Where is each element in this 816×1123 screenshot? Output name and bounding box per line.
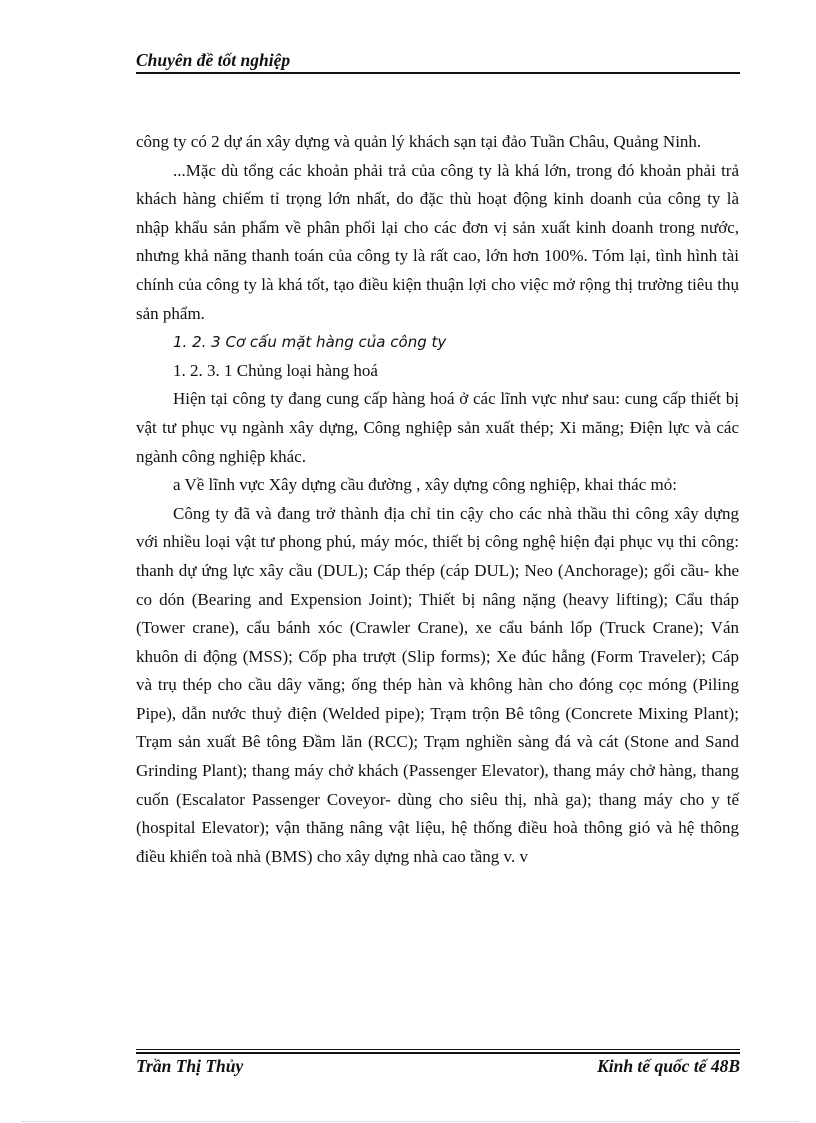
header-rule [136,72,740,74]
paragraph-construction-products: Công ty đã và đang trở thành địa chỉ tin cậy cho các nhà thầu thi công xây dựng với nhiều loại vật tư phong phú, máy móc, thiết bị công nghệ hiện đại phục vụ thi công: thanh dự ứng lực xây cầu (DUL); Cáp thép (cáp DUL); Neo (Anchorage); gối cầu- khe co dón (Bearing and Expension Joint); Thiết bị nâng nặng (heavy lifting); Cẩu tháp (Tower crane), cẩu bánh xóc (Crawler Crane), xe cẩu bánh lốp (Truck Crane); Ván khuôn di động (MSS); Cốp pha trượt (Slip forms); Xe đúc hẫng (Form Traveler); Cáp và trụ thép cho cầu dây văng; ống thép hàn và không hàn cho đóng cọc móng (Piling Pipe), dẫn nước thuỷ điện (Welded pipe); Trạm trộn Bê tông (Concrete Mixing Plant); Trạm sản xuất Bê tông Đầm lăn (RCC); Trạm nghiền sàng đá và cát (Stone and Sand Grinding Plant); thang máy chở khách (Passenger Elevator), thang máy chở hàng, thang cuốn (Escalator Passenger Coveyor- dùng cho siêu thị, nhà ga); thang máy cho y tế (hospital Elevator); vận thăng nâng vật liệu, hệ thống điều hoà thông gió và hệ thông điều khiển toà nhà (BMS) cho xây dựng nhà cao tầng v. v [136,503,739,866]
page-edge [22,1121,798,1122]
document-body [136,128,739,871]
page-header [136,49,740,73]
footer-rule-thick [136,1052,740,1054]
section-heading: 1. 2. 3 Cơ cấu mặt hàng của công ty [173,333,447,352]
header-title: Chuyên đề tốt nghiệp [136,50,291,70]
footer-class: Kinh tế quốc tế 48B [597,1056,740,1076]
paragraph-financial-summary: ...Mặc dù tổng các khoản phải trả của công ty là khá lớn, trong đó khoản phải trả khách hàng chiếm tỉ trọng lớn nhất, do đặc thù hoạt động kinh doanh của công ty là nhập khẩu sản phẩm về phân phối lại cho các đơn vị sản xuất kinh doanh trong nước, nhưng khả năng thanh toán của công ty là rất cao, lớn hơn 100%. Tóm lại, tình hình tài chính của công ty là khá tốt, tạo điều kiện thuận lợi cho việc mở rộng thị trường tiêu thụ sản phẩm. [136,160,739,323]
footer-rule-thin [136,1049,740,1050]
footer-author: Trần Thị Thủy [136,1056,244,1076]
paragraph-product-fields: Hiện tại công ty đang cung cấp hàng hoá ở các lĩnh vực như sau: cung cấp thiết bị vật tư phục vụ ngành xây dựng, Công nghiệp sản xuất thép; Xi măng; Điện lực và các ngành công nghiệp khác. [136,389,739,466]
subsection-heading: 1. 2. 3. 1 Chủng loại hàng hoá [173,360,378,380]
page-footer [136,1056,740,1078]
paragraph-continuation: công ty có 2 dự án xây dựng và quản lý khách sạn tại đảo Tuần Châu, Quảng Ninh. [136,132,702,151]
paragraph-field-a-heading: a Về lĩnh vực Xây dựng cầu đường , xây dựng công nghiệp, khai thác mỏ: [173,475,677,495]
